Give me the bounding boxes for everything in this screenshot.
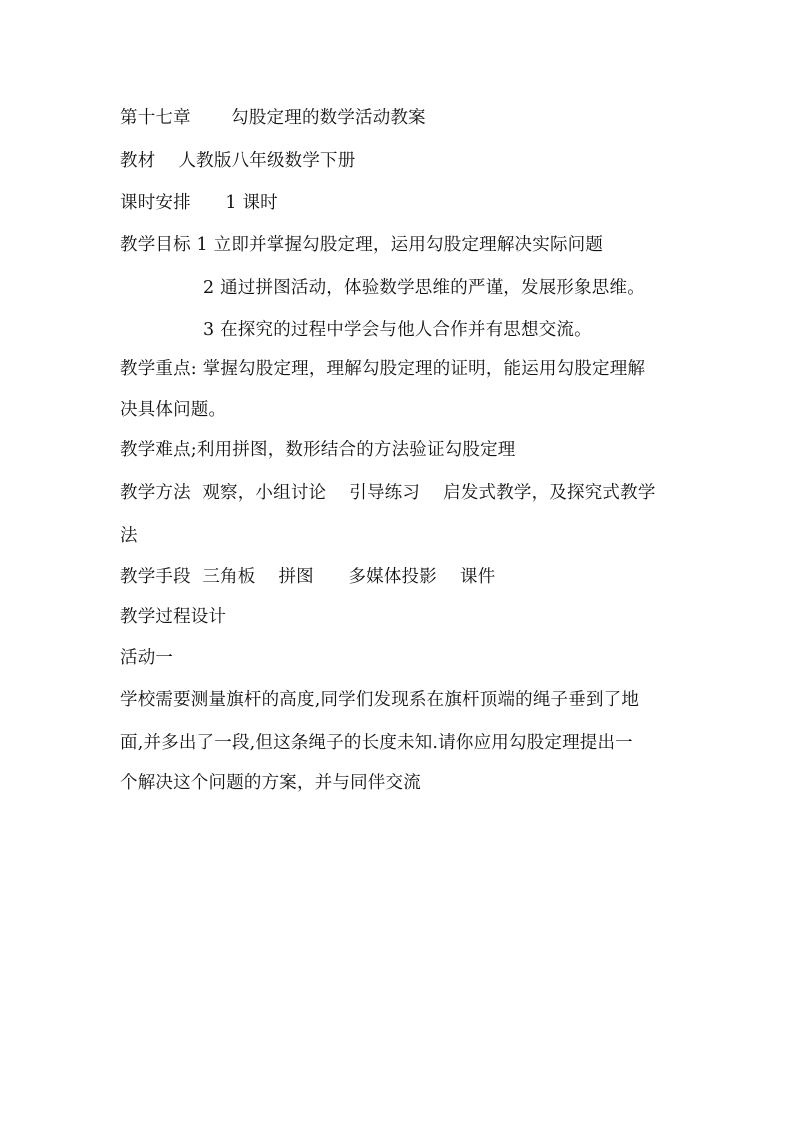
objective-2: 2 通过拼图活动，体验数学思维的严谨，发展形象思维。 [203, 278, 645, 298]
key-points-line-2: 决具体问题。 [120, 400, 227, 420]
objective-1: 教学目标 1 立即并掌握勾股定理，运用勾股定理解决实际问题 [120, 235, 604, 255]
methods-line-1: 教学方法 观察，小组讨论 引导练习 启发式教学，及探究式教学 [120, 483, 656, 503]
means-line: 教学手段 三角板 拼图 多媒体投影 课件 [120, 567, 496, 587]
process-heading: 教学过程设计 [120, 607, 227, 627]
methods-line-2: 法 [120, 526, 138, 546]
activity-text-2: 面,并多出了一段,但这条绳子的长度未知.请你应用勾股定理提出一 [120, 733, 633, 753]
activity-heading: 活动一 [120, 648, 174, 668]
class-hours-line: 课时安排 1 课时 [120, 193, 278, 213]
chapter-title: 第十七章 勾股定理的数学活动教案 [120, 108, 426, 128]
difficulties-line: 教学难点;利用拼图，数形结合的方法验证勾股定理 [120, 440, 516, 460]
key-points-line-1: 教学重点: 掌握勾股定理，理解勾股定理的证明，能运用勾股定理解 [120, 359, 646, 379]
objective-3: 3 在探究的过程中学会与他人合作并有思想交流。 [203, 320, 592, 340]
activity-text-3: 个解决这个问题的方案，并与同伴交流 [120, 773, 421, 793]
textbook-line: 教材 人教版八年级数学下册 [120, 151, 356, 171]
activity-text-1: 学校需要测量旗杆的高度,同学们发现系在旗杆顶端的绳子垂到了地 [120, 690, 640, 710]
